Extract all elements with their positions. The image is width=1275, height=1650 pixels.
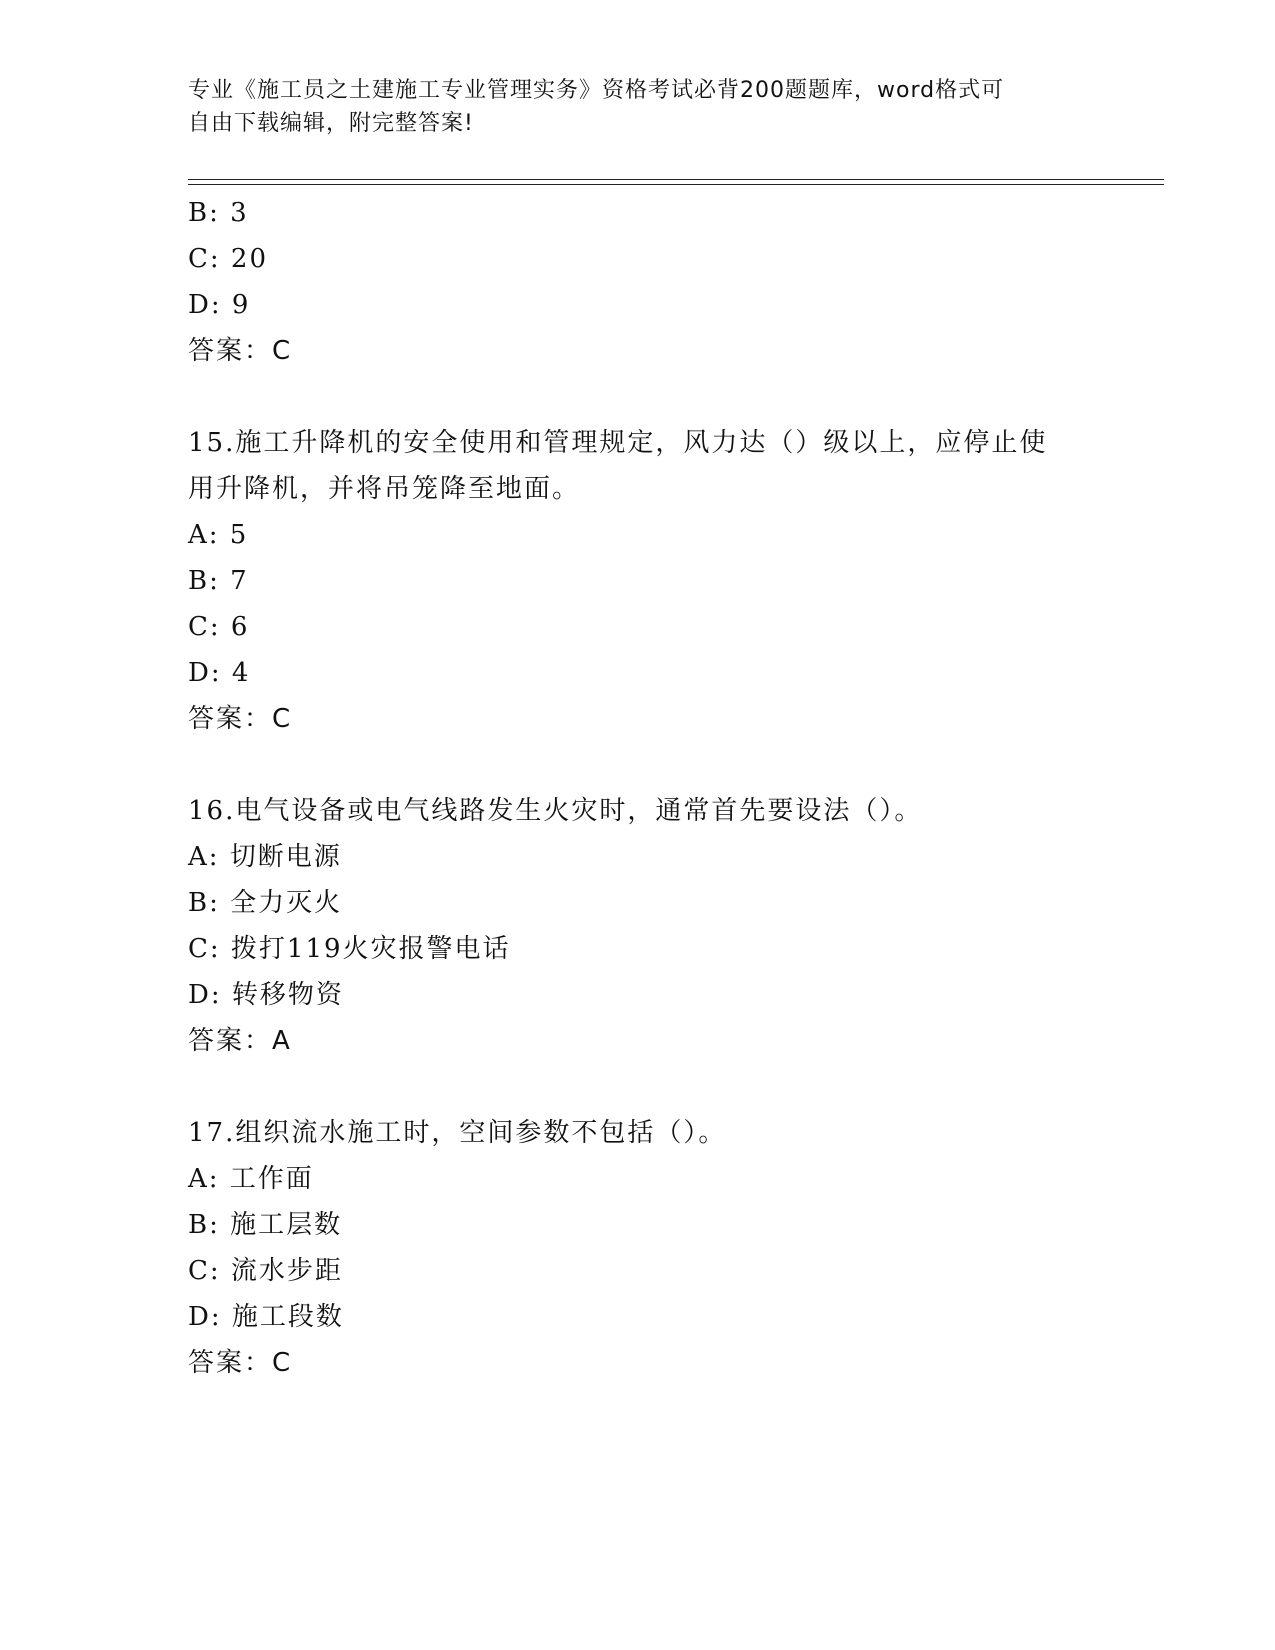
option-b: B: 3 [188, 198, 249, 228]
question-15 [188, 420, 1088, 742]
option-a: A: 切断电源 [188, 842, 342, 872]
question-stem: 15.施工升降机的安全使用和管理规定，风力达（）级以上，应停止使 [188, 428, 1048, 458]
question-stem: 16.电气设备或电气线路发生火灾时，通常首先要设法（）。 [188, 796, 923, 826]
header-line-1: 专业《施工员之土建施工专业管理实务》资格考试必背200题题库，word格式可 [188, 78, 1005, 103]
option-c: C: 6 [188, 612, 250, 642]
answer: 答案：C [188, 1348, 293, 1378]
option-a: A: 5 [188, 520, 249, 550]
option-d: D: 4 [188, 658, 251, 688]
option-d: D: 施工段数 [188, 1302, 344, 1332]
answer: 答案：C [188, 704, 293, 734]
option-d: D: 转移物资 [188, 980, 344, 1010]
question-16 [188, 788, 1088, 1064]
option-b: B: 施工层数 [188, 1210, 343, 1240]
option-c: C: 流水步距 [188, 1256, 343, 1286]
option-b: B: 全力灭火 [188, 888, 343, 918]
spacer [188, 374, 1088, 420]
question-stem: 17.组织流水施工时，空间参数不包括（）。 [188, 1118, 727, 1148]
option-c: C: 20 [188, 244, 269, 274]
spacer [188, 1064, 1088, 1110]
header-rule-bottom [188, 184, 1164, 185]
document-header [188, 74, 1088, 140]
answer: 答案：A [188, 1026, 292, 1056]
question-17 [188, 1110, 1088, 1386]
question-14-partial [188, 190, 1088, 374]
header-rule-top [188, 179, 1164, 180]
question-stem-continued: 用升降机，并将吊笼降至地面。 [188, 474, 581, 504]
option-b: B: 7 [188, 566, 249, 596]
option-c: C: 拨打119火灾报警电话 [188, 934, 511, 964]
header-line-2: 自由下载编辑，附完整答案! [188, 111, 474, 136]
answer: 答案：C [188, 336, 293, 366]
option-d: D: 9 [188, 290, 251, 320]
spacer [188, 742, 1088, 788]
option-a: A: 工作面 [188, 1164, 314, 1194]
question-list [188, 190, 1088, 1386]
